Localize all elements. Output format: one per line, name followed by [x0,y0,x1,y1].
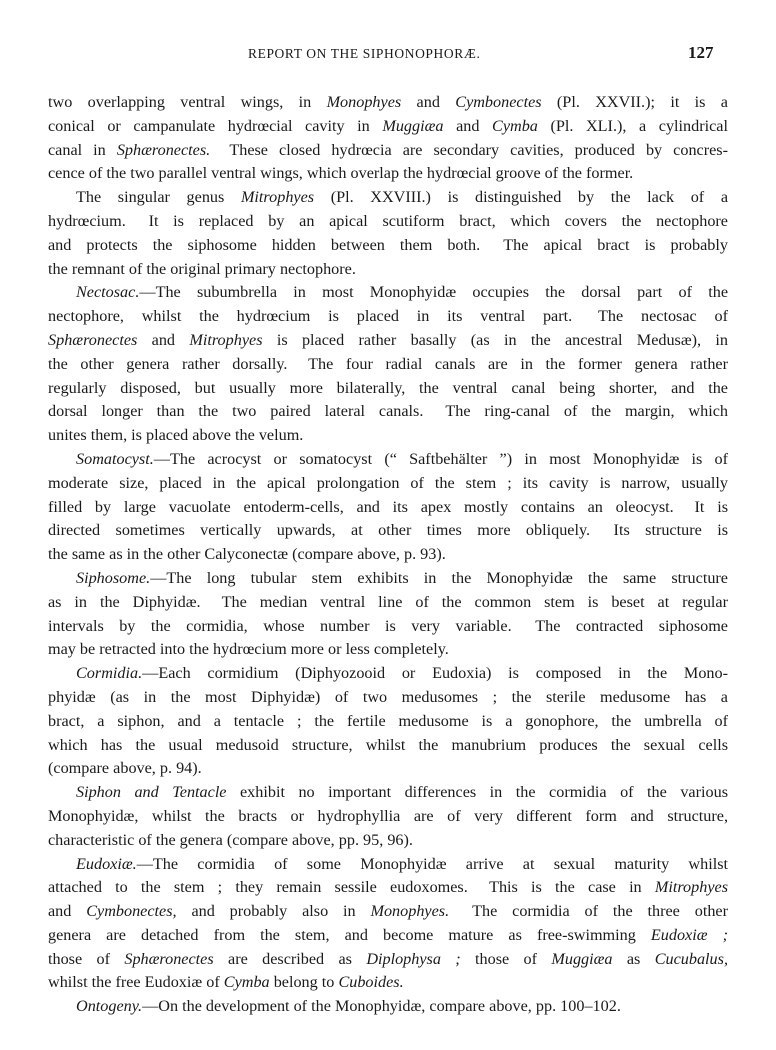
page-number: 127 [688,43,714,62]
paragraph-somatocyst [48,448,728,567]
italic-term: Muggiæa [551,949,613,968]
text-line [48,400,728,424]
italic-term: Cymbonectes [455,93,542,111]
italic-term: Sphæronectes. [116,140,211,159]
text-run: intervals by the cormidia, whose number is very variable. The contracted siphosome [48,616,728,635]
page-header [0,44,776,66]
text-line [48,543,728,567]
text-line [48,734,728,758]
text-run: and [443,116,493,135]
italic-term: Cymba [492,116,538,135]
text-run: The cormidia of the three other [449,902,728,921]
italic-term: Cymba [223,973,270,992]
text-run: directed sometimes vertically upwards, at other times more obliquely. Its structure is [48,521,728,540]
italic-term: Siphon and Tentacle [76,783,227,802]
text-line [48,662,728,686]
italic-term: Ontogeny. [76,997,143,1016]
paragraph-nectosac [48,281,728,448]
text-line [48,924,728,948]
text-line [48,995,728,1019]
text-run: attached to the stem ; they remain sessile eudoxomes. This is the case in [48,878,655,897]
text-line [48,448,728,472]
text-line [48,329,728,353]
text-line [48,876,728,900]
text-run: exhibit no important differences in the cormidia of the various [226,783,728,802]
italic-term: Mitrophyes [189,330,263,349]
text-line [48,305,728,329]
text-line [48,353,728,377]
text-line [48,567,728,591]
text-run: nectophore, whilst the hydrœcium is placed in its ventral part. The nectosac of [48,307,728,326]
paragraph-siphosome [48,567,728,662]
text-run: as in the Diphyidæ. The median ventral line of the common stem is beset at regular [48,592,728,611]
text-run: —The subumbrella in most Monophyidæ occupies the dorsal part of the [139,283,728,302]
text-line [48,805,728,829]
text-run: canal in [48,140,117,159]
text-line [48,971,728,995]
italic-term: Cucubalus, [654,949,728,968]
text-line [48,496,728,520]
text-run: and [401,93,456,111]
text-run: (compare above, p. 94). [48,759,202,778]
text-line [48,472,728,496]
text-line [48,115,728,139]
text-run: (Pl. XXVIII.) is distinguished by the lack of a [314,188,729,207]
text-run: the other genera rather dorsally. The four radial canals are in the former genera rather [48,354,728,373]
paragraph-hydroecium-continued [48,91,728,186]
text-run: the same as in the other Calyconectæ (compare above, p. 93). [48,545,446,564]
text-run: regularly disposed, but usually more bilaterally, the ventral canal being shorter, and the [48,378,728,397]
text-run: as [612,949,655,968]
text-line [48,900,728,924]
text-run: is placed rather basally (as in the ancestral Medusæ), in [262,330,729,349]
italic-term: Cormidia. [76,664,143,683]
text-run: characteristic of the genera (compare above, pp. 95, 96). [48,830,413,849]
text-line [48,615,728,639]
text-line [48,258,728,282]
text-run: (Pl. XLI.), a cylindrical [537,116,728,135]
text-run: —The long tubular stem exhibits in the Monophyidæ the same structure [150,568,728,587]
italic-term: Cuboides. [338,973,404,992]
text-run: conical or campanulate hydrœcial cavity in [48,116,383,135]
text-line [48,377,728,401]
text-run: bract, a siphon, and a tentacle ; the fertile medusome is a gonophore, the umbrella of [48,711,728,730]
text-run: Monophyidæ, whilst the bracts or hydrophyllia are of very different form and structure, [48,806,728,825]
text-run: and probably also in [176,902,371,921]
italic-term: Muggiæa [382,116,444,135]
italic-term: Diplophysa ; [366,949,461,968]
text-line [48,91,728,115]
text-run: and protects the siphosome hidden between them both. The apical bract is probably [48,235,728,254]
italic-term: Eudoxiæ ; [650,925,728,944]
text-line [48,948,728,972]
italic-term: Sphæronectes [124,949,214,968]
text-run: are described as [213,949,367,968]
text-run: cence of the two parallel ventral wings, which overlap the hydrœcial groove of the former. [48,164,634,183]
paragraph-cormidia [48,662,728,781]
text-run: —On the development of the Monophyidæ, compare above, pp. 100–102. [142,997,621,1016]
text-line [48,757,728,781]
text-run: The singular genus [76,188,241,207]
paragraph-eudoxiae [48,853,728,996]
text-line [48,829,728,853]
text-run: genera are detached from the stem, and become mature as free-swimming [48,925,651,944]
text-run: and [48,902,87,921]
text-line [48,162,728,186]
text-run: two overlapping ventral wings, in [48,93,327,111]
italic-term: Cymbonectes, [86,902,177,921]
text-line [48,139,728,163]
paragraph-siphon-tentacle [48,781,728,852]
text-run: dorsal longer than the two paired lateral canals. The ring-canal of the margin, which [48,402,728,421]
text-run: those of [460,949,552,968]
text-line [48,591,728,615]
paragraph-mitrophyes [48,186,728,281]
running-title: REPORT ON THE SIPHONOPHORÆ. [248,46,481,61]
text-run: the remnant of the original primary nectophore. [48,259,356,278]
text-run: (Pl. XXVII.); it is a [541,93,728,111]
text-line [48,186,728,210]
page-body [48,91,728,1019]
text-line [48,710,728,734]
text-line [48,234,728,258]
italic-term: Sphæronectes [48,330,138,349]
text-line [48,781,728,805]
text-run: filled by large vacuolate entoderm-cells, and its apex mostly contains an oleocyst. It is [48,497,728,516]
text-run: may be retracted into the hydrœcium more or less completely. [48,640,449,659]
text-run: —The cormidia of some Monophyidæ arrive at sexual maturity whilst [136,854,728,873]
italic-term: Siphosome. [76,568,151,587]
text-run: and [137,330,190,349]
italic-term: Mitrophyes [240,188,315,207]
italic-term: Mitrophyes [654,878,728,897]
text-run: These closed hydrœcia are secondary cavities, produced by concres- [210,140,728,159]
italic-term: Somatocyst. [76,449,154,468]
text-line [48,424,728,448]
italic-term: Nectosac. [76,283,140,302]
italic-term: Monophyes [326,93,402,111]
text-run: —Each cormidium (Diphyozooid or Eudoxia) is composed in the Mono- [142,664,728,683]
text-run: phyidæ (as in the most Diphyidæ) of two medusomes ; the sterile medusome has a [48,687,728,706]
paragraph-ontogeny [48,995,728,1019]
text-line [48,686,728,710]
text-run: whilst the free Eudoxiæ of [48,973,224,992]
text-line [48,519,728,543]
text-run: which has the usual medusoid structure, whilst the manubrium produces the sexual cells [48,735,728,754]
text-run: hydrœcium. It is replaced by an apical scutiform bract, which covers the nectophore [48,211,728,230]
text-run: unites them, is placed above the velum. [48,426,304,445]
italic-term: Eudoxiæ. [76,854,137,873]
text-line [48,853,728,877]
text-line [48,281,728,305]
italic-term: Monophyes. [370,902,450,921]
text-run: those of [48,949,125,968]
text-run: belong to [269,973,339,992]
text-line [48,638,728,662]
text-line [48,210,728,234]
text-run: moderate size, placed in the apical prolongation of the stem ; its cavity is narrow, usually [48,473,728,492]
text-run: —The acrocyst or somatocyst (“ Saftbehälter ”) in most Monophyidæ is of [153,449,728,468]
